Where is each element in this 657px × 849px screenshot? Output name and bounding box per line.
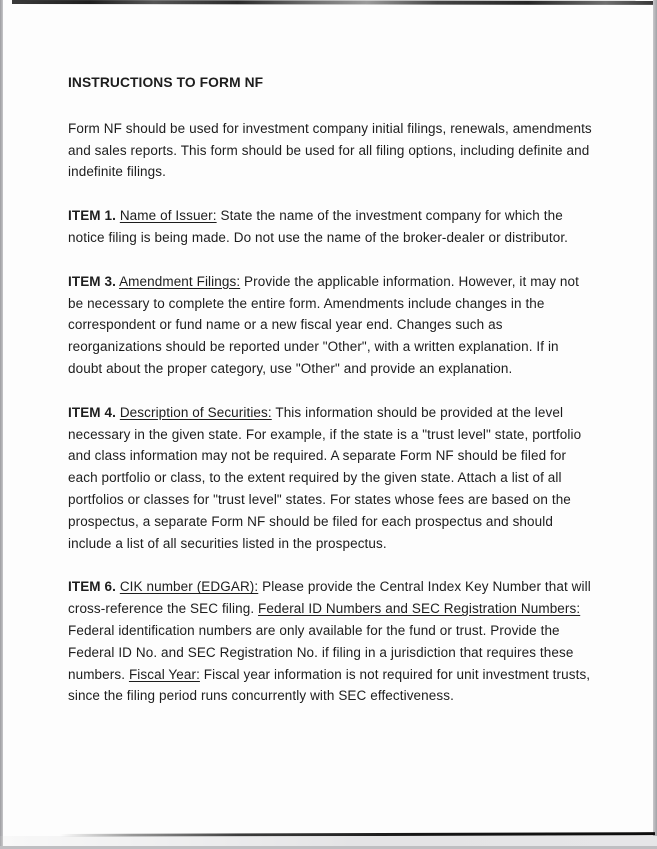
scan-artifact-right-edge <box>653 0 657 849</box>
page-title: INSTRUCTIONS TO FORM NF <box>68 75 264 90</box>
text-run: Please provide the Central Index Key Number that will cross-reference the SEC filing. <box>68 579 591 617</box>
item-4-paragraph <box>68 402 594 555</box>
text-run: Description of Securities: <box>119 404 272 420</box>
text-run: Federal ID Numbers and SEC Registration Numbers: <box>258 601 581 617</box>
text-run: ITEM 4. <box>68 404 116 420</box>
intro-paragraph <box>68 118 594 183</box>
document-body <box>68 72 594 729</box>
text-run: Fiscal Year: <box>128 666 200 682</box>
text-run: ITEM 1. <box>68 208 116 224</box>
item-3-paragraph <box>68 271 594 380</box>
text-run: Fiscal year information is not required for unit investment trusts, since the filing period runs concurrently with SEC effectiveness. <box>68 666 591 704</box>
text-run: Federal identification numbers are only available for the fund or trust. Provide the Federal ID No. and SEC Registration No. if filing in a jurisdiction that requires these numbers. <box>68 622 574 682</box>
item-1-paragraph <box>68 205 594 249</box>
scan-artifact-top-streak <box>12 0 657 5</box>
text-run: Amendment Filings: <box>119 273 241 289</box>
text-run: Provide the applicable information. However, it may not be necessary to complete the entire form. Amendments include changes in the correspondent or fund name or a new fiscal year end. Changes such as reorganizations should be reported under "Other", with a written explanation. If in doubt about the proper category, use "Other" and provide an explanation. <box>68 273 579 376</box>
text-run: Name of Issuer: <box>119 208 217 224</box>
scan-artifact-left-edge <box>0 0 3 849</box>
text-run: State the name of the investment company for which the notice filing is being made. Do not use the name of the broker-dealer or distributor. <box>68 208 569 245</box>
text-run: ITEM 6. <box>68 579 116 595</box>
text-run: CIK number (EDGAR): <box>119 579 259 595</box>
text-run: This information should be provided at the level necessary in the given state. For example, if the state is a "trust level" state, portfolio and class information may not be required. A separate Form NF should be filed for each portfolio or class, to the extent required by the given state. Attach a list of all portfolios or classes for "trust level" states. For states whose fees are based on the prospectus, a separate Form NF should be filed for each prospectus and should include a list of all securities listed in the prospectus. <box>68 404 582 551</box>
text-run: Form NF should be used for investment company initial filings, renewals, amendments and sales reports. This form should be used for all filing options, including definite and indefinite filings. <box>68 120 592 180</box>
item-6-paragraph <box>68 576 594 707</box>
text-run: ITEM 3. <box>68 273 116 289</box>
